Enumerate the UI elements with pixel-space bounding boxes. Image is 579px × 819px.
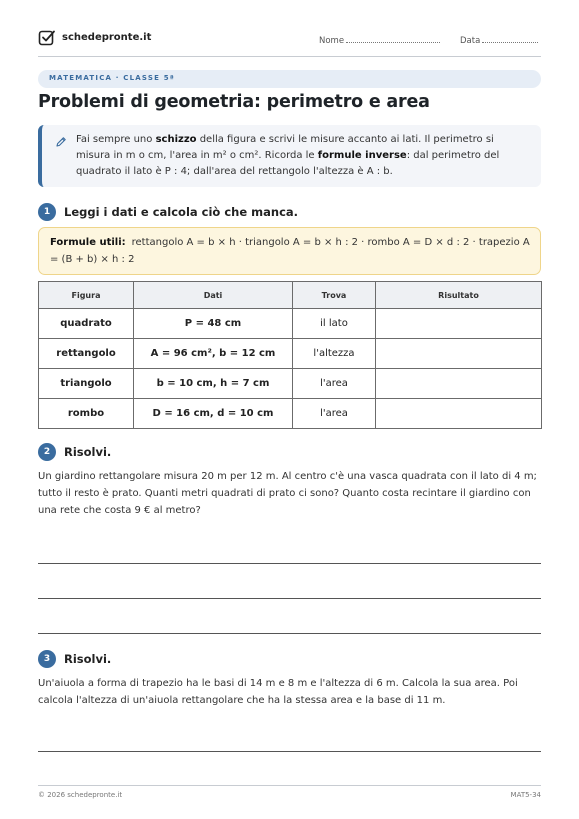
cell-trova: l'altezza: [293, 339, 376, 369]
table-row: [39, 339, 542, 369]
tip-keyword-formule: formule inverse: [317, 150, 407, 161]
brand-name: schedepronte.it: [62, 32, 152, 43]
cell-risultato[interactable]: [376, 309, 542, 339]
cell-risultato[interactable]: [376, 369, 542, 399]
formula-box: [38, 227, 541, 275]
question-number-1: 1: [38, 203, 56, 221]
tip-keyword-schizzo: schizzo: [155, 134, 197, 145]
subject-label: MATEMATICA · CLASSE 5ª: [49, 74, 175, 82]
footer-copyright: © 2026 schedepronte.it: [38, 791, 123, 799]
footer-code: MAT5-34: [510, 791, 541, 799]
cell-figura: rombo: [39, 399, 134, 429]
cell-trova: il lato: [293, 309, 376, 339]
subject-band: [38, 70, 541, 88]
page-header: [38, 29, 541, 53]
question-title-2: Risolvi.: [64, 445, 112, 459]
problem-text-2: Un giardino rettangolare misura 20 m per 12 m. Al centro c'è una vasca quadrata con il lato di 4 m; tutto il resto è prato. Quanti metri quadrati di prato ci sono? Quanto costa recintare il giardino con una rete che costa 9 € al metro?: [38, 471, 537, 516]
cell-trova: l'area: [293, 399, 376, 429]
cell-dati: D = 16 cm, d = 10 cm: [134, 399, 293, 429]
table-row: [39, 399, 542, 429]
formula-text: rettangolo A = b × h · triangolo A = b × h : 2 · rombo A = D × d : 2 · trapezio A = (B + b) × h : 2: [50, 237, 530, 265]
column-header: Risultato: [376, 282, 542, 309]
question-number-3: 3: [38, 650, 56, 668]
column-header: Figura: [39, 282, 134, 309]
answer-line[interactable]: [38, 563, 541, 564]
header-divider: [38, 56, 541, 57]
question-title-3: Risolvi.: [64, 652, 112, 666]
cell-figura: quadrato: [39, 309, 134, 339]
tip-text: Fai sempre uno schizzo della figura e scrivi le misure accanto ai lati. Il perimetro si misura in m o cm, l'area in m² o cm². Ricorda le formule inverse: dal perimetro del quadrato il lato è P : 4; dall'area del rettangolo l'altezza è A : b.: [76, 134, 500, 177]
cell-dati: P = 48 cm: [134, 309, 293, 339]
name-label: Nome: [319, 36, 345, 46]
table-row: [39, 369, 542, 399]
footer-divider: [38, 785, 541, 786]
cell-figura: rettangolo: [39, 339, 134, 369]
date-field[interactable]: [460, 34, 538, 46]
answer-line[interactable]: [38, 633, 541, 634]
problem-text-3: Un'aiuola a forma di trapezio ha le basi di 14 m e 8 m e l'altezza di 6 m. Calcola la sua area. Poi calcola l'altezza di un'aiuola rettangolare che ha la stessa area e la base di 11 m.: [38, 678, 518, 706]
date-label: Data: [460, 36, 481, 46]
cell-risultato[interactable]: [376, 339, 542, 369]
table-header-row: [39, 282, 542, 309]
cell-trova: l'area: [293, 369, 376, 399]
cell-dati: A = 96 cm², b = 12 cm: [134, 339, 293, 369]
tip-box: [38, 125, 541, 187]
answer-line[interactable]: [38, 751, 541, 752]
column-header: Trova: [293, 282, 376, 309]
name-field[interactable]: [319, 34, 440, 46]
question-title-1: Leggi i dati e calcola ciò che manca.: [64, 205, 299, 219]
formula-label: Formule utili:: [50, 237, 126, 248]
checkbox-logo-icon: [38, 29, 56, 47]
cell-dati: b = 10 cm, h = 7 cm: [134, 369, 293, 399]
pencil-icon: [55, 136, 67, 148]
cell-figura: triangolo: [39, 369, 134, 399]
question-number-2: 2: [38, 443, 56, 461]
table-row: [39, 309, 542, 339]
answer-line[interactable]: [38, 598, 541, 599]
column-header: Dati: [134, 282, 293, 309]
cell-risultato[interactable]: [376, 399, 542, 429]
exercise-table: [38, 281, 542, 429]
page-title: Problemi di geometria: perimetro e area: [38, 92, 430, 112]
